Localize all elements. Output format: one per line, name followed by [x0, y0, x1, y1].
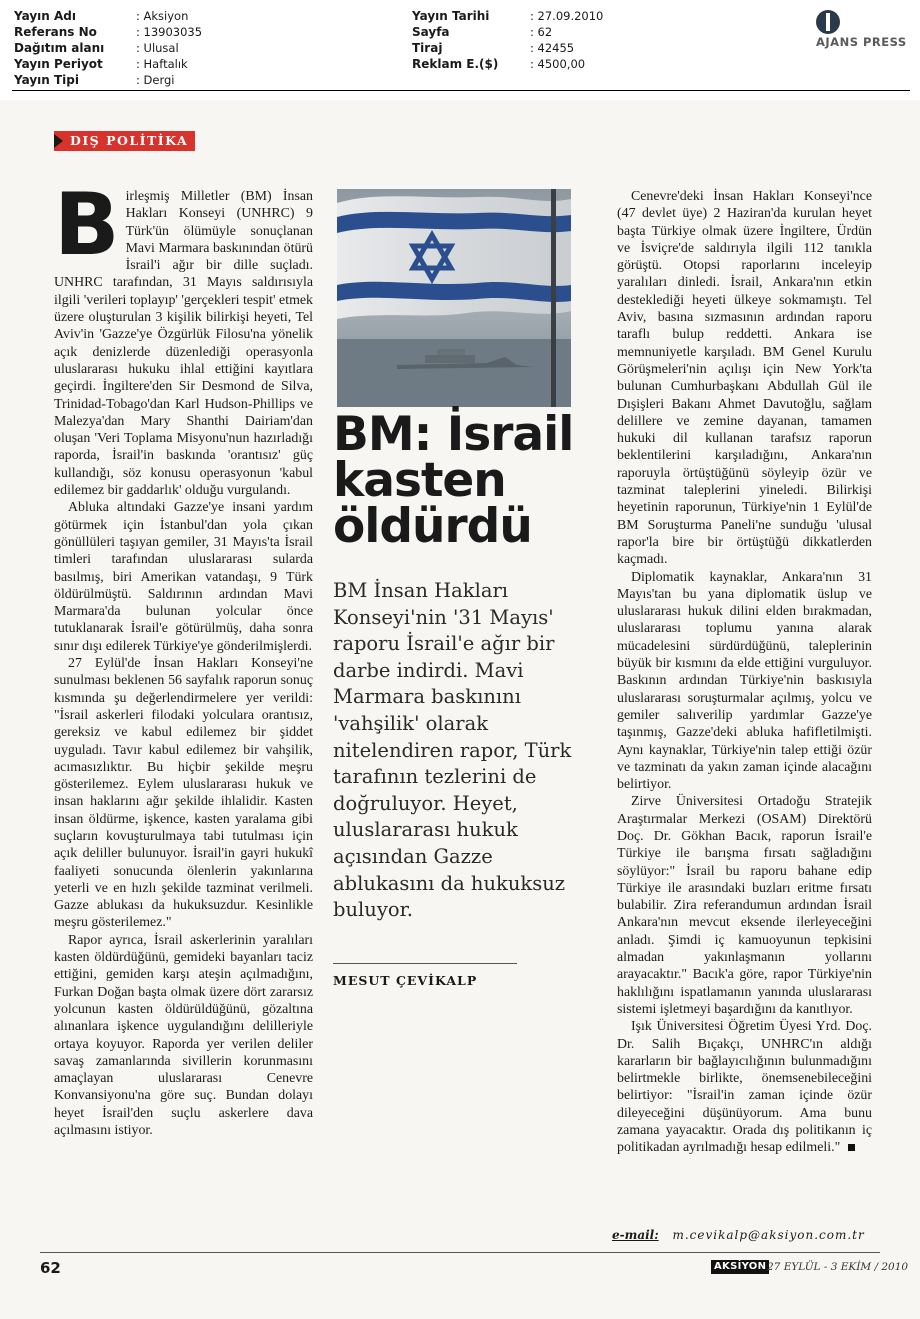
info-label: Yayın Periyot [14, 57, 103, 71]
info-label: Sayfa [412, 25, 450, 39]
headline-line: kasten [333, 453, 506, 508]
end-of-article-icon [848, 1144, 855, 1151]
article-paragraph [617, 1018, 872, 1156]
section-tag [54, 131, 195, 151]
info-label: Dağıtım alanı [14, 41, 105, 55]
israeli-flag-photo [337, 189, 571, 407]
drop-cap: B [54, 175, 120, 275]
issue-date: 27 EYLÜL - 3 EKİM / 2010 [767, 1261, 909, 1273]
ajans-press-logo-text: AJANS PRESS [816, 35, 907, 49]
article-byline: MESUT ÇEVİKALP [333, 973, 478, 988]
header-divider [12, 90, 910, 91]
info-row-type [0, 72, 400, 88]
info-value: : 13903035 [136, 25, 203, 39]
email-address[interactable]: m.cevikalp@aksiyon.com.tr [672, 1228, 865, 1242]
article-paragraph: 27 Eylül'de İnsan Hakları Konseyi'ne sunulması beklenen 56 sayfalık raporun sonuç kısmında şu değerlendirmelere yer verildi: "İsrail askerleri filodaki yolculara orantısız, gereksiz ve kabul edilemez bir şiddet uyguladı. Tavır kabul edilemez bir vahşilik, acımasızlıktır. Bu hiçbir şekilde meşru gösterilemez. Eylem uluslararası hukuk ve insan haklarını ağır şekilde ihlalidir. Kasten insan öldürme, işkence, kasten yaralama gibi suçların kovuşturulmaya tabi tutulması için açık deliller bulunuyor. İsrail'in gayri hukukî faaliyeti sonucunda ölenlerin yakınlarına yeterli ve en hızlı şekilde tazminat verilmeli. Gazze ablukası da hukuksuzdur. Kesinlikle meşru gösterilemez." [54, 656, 313, 931]
info-row-ad-value [0, 56, 700, 72]
article-lead-text: irleşmiş Milletler (BM) İnsan Hakları Konseyi (UNHRC) 9 Türk'ün ölümüyle sonuçlanan Mavi Marmara baskınından ötürü İsrail'i ağır bir dille suçladı. UNHRC tarafından, 31 Mayıs saldırısıyla ilgili 'verileri toplayıp' 'gerçekleri tespit' etmek üzere oluşturulan 3 kişilik bilirkişi heyeti, Tel Aviv'in 'Gazze'ye Özgürlük Filosu'na yönelik açık denizlerde düzenlediği operasyonla uluslararası hukuku ihlal ettiğini kayıtlara geçirdi. İngiltere'den Sir Desmond de Silva, Trinidad-Tobago'dan Karl Hudson-Phillips ve Malezya'dan Mary Shanthi Dairiam'dan oluşan 'Veri Toplama Misyonu'nun hazırladığı raporda, İsrail'in baskında 'orantısız' güç kullandığı, söz konusu operasyonun 'kabul edilemez bir gaddarlık' olduğu vurgulandı. [54, 189, 313, 499]
info-value: : Ulusal [136, 41, 179, 55]
article-paragraph: Zirve Üniversitesi Ortadoğu Stratejik Araştırmalar Merkezi (OSAM) Direktörü Doç. Dr. Gökhan Bacık, raporun İsrail'e Türkiye ile barışma fırsatı sağladığını söylüyor:" İsrail bu raporu bahane edip Türkiye ile arasındaki buzları eritme fırsatı bulabilir. Zira referandumun ardından İsrail Ankara'nın mevcut eksende ilerleyeceğini anladı. Şimdi iç kamuoyunun tepkisini almadan yakınlaşmanın yollarını arayacaktır." Bacık'a göre, rapor Türkiye'nin haklılığını ispatlamanın yanında uluslararası sistemi işletmeyi başardığını da kanıtlıyor. [617, 794, 872, 1017]
page-number: 62 [40, 1259, 61, 1277]
clipping-info-header [0, 8, 920, 92]
info-value: : 62 [530, 25, 553, 39]
article-paragraph: Diplomatik kaynaklar, Ankara'nın 31 Mayıs'tan bu yana diplomatik üslup ve uluslararası hukuk dilini elden bırakmadan, uluslararası toplumu yanına alarak mücadelesini sürdürdüğünü, taleplerinin büyük bir kısmını da elde ettiğini vurguluyor. Baskının ardından Türkiye'nin baskısıyla uluslararası soruşturmalar açılmış, yolcu ve gemiler salıverilip yardımlar Gazze'ye taşınmış, Gazze'deki abluka hafifletilmişti. Aynı kaynaklar, Türkiye'nin talep ettiği özür ve tazminatı da yakın zaman içinde alacağını belirtiyor. [617, 569, 872, 793]
info-label: Yayın Adı [14, 9, 76, 23]
author-email [612, 1228, 872, 1242]
info-label: Reklam E.($) [412, 57, 499, 71]
info-value: : Dergi [136, 73, 175, 87]
magazine-page [0, 100, 920, 1319]
info-row-date [0, 8, 700, 24]
byline-divider [333, 963, 517, 964]
section-arrow-icon [54, 134, 63, 148]
article-closing-text: Işık Üniversitesi Öğretim Üyesi Yrd. Doç. Dr. Salih Bıçakçı, UNHRC'ın aldığı kararların bir bağlayıcılığının bulunmadığını belirtmekle birlikte, önemsenebileceğini belirtiyor: "İsrail'in zaman içinde özür dileyeceğini düşünüyorum. Ama bunu zamana yayacaktır. Orada dış politikanın iç politikadan ayrılmadığı hesap edilmeli." [617, 1019, 872, 1156]
footer-divider [40, 1252, 880, 1253]
info-label: Tiraj [412, 41, 443, 55]
info-value: : 27.09.2010 [530, 9, 604, 23]
article-column-right [617, 188, 872, 1157]
article-summary: BM İnsan Hakları Konseyi'nin '31 Mayıs' raporu İsrail'e ağır bir darbe indirdi. Mavi Marmara baskınını 'vahşilik' olarak nitelendiren rapor, Türk tarafının tezlerini de doğruluyor. Heyet, uluslararası hukuk açısından Gazze ablukasını da hukuksuz buluyor. [333, 579, 572, 922]
info-row-page [0, 24, 700, 40]
article-column-left [54, 175, 313, 1139]
section-title: DIŞ POLİTİKA [70, 133, 189, 148]
article-paragraph: Rapor ayrıca, İsrail askerlerinin yaralıları kasten öldürdüğünü, gemidekі bayanları taciz ettiğini, gemiden karşı ateşin açılmadığını, Furkan Doğan başta olmak üzere dört zararsız yolcunun kasten öldürüldüğünü, gözaltına alınanlara işkence uygulandığını delilleriyle ortaya koyuyor. Raporda yer verilen deliler savaş zamanlarında sivillerin korunmasını amaçlayan uluslararası Cenevre Konvansiyonu'na göre suç. Bundan dolayı heyet İsrail'den suçlu askerlere dava açılmasını istiyor. [54, 932, 313, 1139]
headline-line: öldürdü [333, 499, 532, 554]
info-label: Yayın Tipi [14, 73, 79, 87]
info-label: Yayın Tarihi [412, 9, 490, 23]
info-label: Referans No [14, 25, 97, 39]
info-value: : 42455 [530, 41, 575, 55]
info-value: : Aksiyon [136, 9, 189, 23]
info-row-circulation [0, 40, 700, 56]
article-paragraph: Cenevre'deki İnsan Hakları Konseyi'nce (47 devlet üye) 2 Haziran'da kurulan heyet başta Türkiye olmak üzere İngiltere, Ürdün ve İsviçre'de saldırıyla ilgili 112 tanıkla görüştü. Otopsi raporlarını inceleyip yaralıları dinledi. İsrail, Ankara'nın etkin desteklediği heyeti ülkeye sokmamıştı. Tel Aviv, basına sızmasının ardından raporu taraflı bulup reddetti. Ankara ise memnuniyetle karşıladı. BM Genel Kurulu Görüşmeleri'nin açılışı için New York'ta bulunan Cumhurbaşkanı Abdullah Gül ile Dışişleri Bakanı Ahmet Davutoğlu, sağlam delillere ve zemine dayanan, tamamen hukuki dil kullanan tarafsız raporun beklentilerini karşıladığını, Ankara'nın raporuyla örtüştüğünü söyleyip özür ve tazminat taleplerini yineledi. Bilirkişi heyetinin raporunun, Türkiye'nin 1 Eylül'de BM Soruşturma Paneli'ne sunduğu 'ulusal rapor'la bire bir örtüştüğü dikkatlerden kaçmadı. [617, 189, 872, 568]
flag-photo-illustration [337, 189, 571, 407]
ajans-press-logo-icon [816, 10, 840, 34]
headline-line: BM: İsrail [333, 407, 574, 462]
article-paragraph: Abluka altındaki Gazze'ye insani yardım götürmek için İstanbul'dan yola çıkan gönüllüleri taşıyan gemiler, 31 Mayıs'ta İsrail timleri tarafından uluslararası sularda basılmış, biri Amerikan vatandaşı, 9 Türk öldürülmüştü. Saldırının ardından Mavi Marmara'da bulunan yolcular önce tutuklanarak İsrail'e götürülmüş, daha sonra sınır dışı edilerek Türkiye'ye gönderilmişlerdi. [54, 500, 313, 654]
article-paragraph [54, 175, 313, 499]
magazine-brand-logo: AKSİYON [711, 1260, 769, 1274]
info-value: : Haftalık [136, 57, 188, 71]
email-label: e-mail: [612, 1228, 659, 1242]
info-value: : 4500,00 [530, 57, 586, 71]
article-headline [333, 407, 595, 554]
ajans-press-logo [812, 10, 912, 50]
